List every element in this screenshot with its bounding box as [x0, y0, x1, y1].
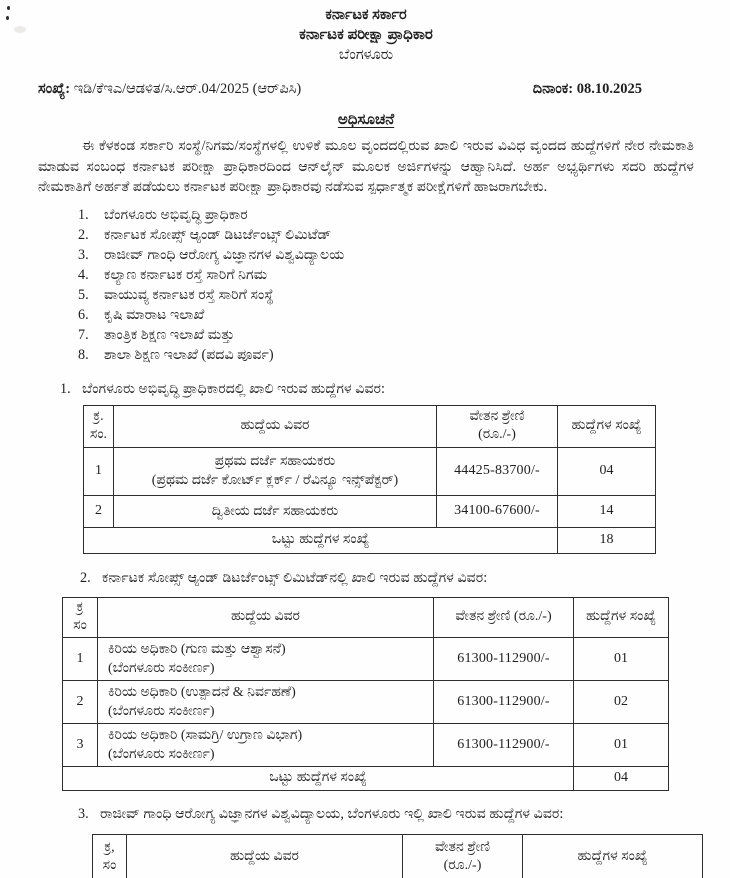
org-list-item [78, 285, 694, 305]
cell-post [114, 495, 437, 527]
org-number: 5. [78, 286, 89, 303]
column-post-count: ಹುದ್ದೆಗಳ ಸಂಖ್ಯೆ [523, 834, 703, 878]
reference-number-label: ಸಂಖ್ಯೆ: [38, 81, 71, 97]
section-title: ಬೆಂಗಳೂರು ಅಭಿವೃದ್ಧಿ ಪ್ರಾಧಿಕಾರದಲ್ಲಿ ಖಾಲಿ ಇರುವ ಹುದ್ದೆಗಳ ವಿವರ: [82, 380, 386, 397]
cell-post-count: 14 [558, 495, 656, 527]
post-line1: ಕಿರಿಯ ಅಧಿಕಾರಿ (ಉತ್ಪಾದನೆ & ನಿರ್ವಹಣೆ) [108, 684, 296, 700]
table-row [63, 723, 669, 766]
org-name: ವಾಯುವ್ಯ ಕರ್ನಾಟಕ ರಸ್ತೆ ಸಾರಿಗೆ ಸಂಸ್ಥೆ [104, 286, 274, 303]
post-line2: (ಬೆಂಗಳೂರು ಸಂಕೀರ್ಣ) [108, 703, 215, 719]
section-2-heading [80, 569, 694, 588]
column-serial-line1: ಕ್ರ. [93, 409, 104, 424]
reference-date [533, 81, 642, 98]
scan-artifact-dot [6, 16, 9, 20]
cell-post [114, 447, 437, 495]
column-pay-line1: ವೇತನ ಶ್ರೇಣಿ [434, 840, 491, 855]
org-number: 8. [78, 346, 89, 363]
column-pay-scale [403, 834, 523, 878]
cell-serial: 2 [84, 495, 114, 527]
column-pay-scale [437, 405, 558, 447]
post-line2: (ಪ್ರಥಮ ದರ್ಜೆ ಕೋರ್ಟ್ ಕ್ಲರ್ಕ್ / ರೆವಿನ್ಯೂ ಇನ್ಸ್‌ಪೆಕ್ಟರ್) [151, 473, 399, 488]
city-name: ಬೆಂಗಳೂರು [338, 47, 394, 63]
column-pay-line2: (ರೂ./-) [478, 427, 516, 442]
column-post-details: ಹುದ್ದೆಯ ವಿವರ [114, 405, 437, 447]
table-row [63, 680, 669, 723]
org-name: ತಾಂತ್ರಿಕ ಶಿಕ್ಷಣ ಇಲಾಖೆ ಮತ್ತು [104, 326, 235, 343]
org-name: ಕರ್ನಾಟಕ ಸೋಪ್ಸ್ ಆ್ಯಂಡ್ ಡಿಟರ್ಜೆಂಟ್ಸ್ ಲಿಮಿಟೆಡ್ [104, 226, 332, 243]
org-name: ಕೃಷಿ ಮಾರಾಟ ಇಲಾಖೆ [104, 306, 205, 323]
column-serial [63, 597, 98, 637]
vacancy-table-rguhs [92, 834, 703, 878]
column-serial [93, 834, 127, 878]
reference-number [38, 81, 301, 98]
total-value: 18 [558, 527, 656, 553]
column-serial [84, 405, 114, 447]
reference-line [38, 81, 694, 98]
intro-paragraph: ಈ ಕೆಳಕಂಡ ಸರ್ಕಾರಿ ಸಂಸ್ಥೆ/ನಿಗಮ/ಸಂಸ್ಥೆಗಳಲ್ಲಿ ಉಳಿಕೆ ಮೂಲ ವೃಂದದಲ್ಲಿರುವ ಖಾಲಿ ಇರುವ ವಿವಿಧ ವೃಂದದ ಹುದ್ದೆಗಳಿಗೆ ನೇರ ನೇಮಕಾತಿ ಮಾಡುವ ಸಂಬಂಧ ಕರ್ನಾಟಕ ಪರೀಕ್ಷಾ ಪ್ರಾಧಿಕಾರದಿಂದ ಆನ್‌ಲೈನ್ ಮೂಲಕ ಅರ್ಜಿಗಳನ್ನು ಆಹ್ವಾನಿಸಿದೆ. ಅರ್ಹ ಅಭ್ಯರ್ಥಿಗಳು ಸದರಿ ಹುದ್ದೆಗಳ ನೇಮಕಾತಿಗೆ ಅರ್ಹತೆ ಪಡೆಯಲು ಕರ್ನಾಟಕ ಪರೀಕ್ಷಾ ಪ್ರಾಧಿಕಾರವು ನಡೆಸುವ ಸ್ಪರ್ಧಾತ್ಮಕ ಪರೀಕ್ಷೆಗಳಿಗೆ ಹಾಜರಾಗಬೇಕು. [38, 138, 694, 195]
cell-pay-scale: 61300-112900/- [434, 637, 574, 680]
table-row [84, 495, 656, 527]
section-3-heading [78, 805, 694, 824]
total-value: 04 [574, 766, 669, 790]
section-1-heading [60, 380, 694, 399]
section-number: 2. [80, 569, 91, 586]
cell-post [98, 637, 434, 680]
column-pay-line1: ವೇತನ ಶ್ರೇಣಿ [469, 409, 525, 424]
org-name: ಶಾಲಾ ಶಿಕ್ಷಣ ಇಲಾಖೆ (ಪದವಿ ಪೂರ್ವ) [104, 346, 274, 363]
org-number: 2. [78, 226, 89, 243]
column-serial-line2: ಸಂ [102, 858, 117, 873]
date-label: ದಿನಾಂಕ: [532, 81, 574, 97]
column-serial-line2: ಸಂ [73, 618, 87, 633]
column-serial-line2: ಸಂ. [89, 427, 108, 442]
post-line1: ಪ್ರಥಮ ದರ್ಜೆ ಸಹಾಯಕರು [214, 454, 336, 469]
post-line1: ಕಿರಿಯ ಅಧಿಕಾರಿ (ಗುಣ ಮತ್ತು ಆಶ್ವಾಸನೆ) [108, 641, 286, 657]
cell-post-count: 02 [574, 680, 669, 723]
org-list-item [78, 345, 694, 365]
column-post-details: ಹುದ್ದೆಯ ವಿವರ [98, 597, 434, 637]
section-number: 3. [78, 805, 89, 822]
cell-post-count: 01 [574, 637, 669, 680]
table-total-row [84, 527, 656, 553]
notification-title: ಅಧಿಸೂಚನೆ [337, 112, 395, 128]
column-post-count: ಹುದ್ದೆಗಳ ಸಂಖ್ಯೆ [558, 405, 656, 447]
authority-title: ಕರ್ನಾಟಕ ಪರೀಕ್ಷಾ ಪ್ರಾಧಿಕಾರ [299, 27, 433, 43]
org-name: ಬೆಂಗಳೂರು ಅಭಿವೃದ್ಧಿ ಪ್ರಾಧಿಕಾರ [104, 206, 248, 223]
cell-serial: 1 [84, 447, 114, 495]
post-line1: ಕಿರಿಯ ಅಧಿಕಾರಿ (ಸಾಮಗ್ರಿ/ ಉಗ್ರಾಣ ವಿಭಾಗ) [108, 727, 303, 743]
organization-list [38, 205, 694, 365]
cell-post-count: 04 [558, 447, 656, 495]
cell-pay-scale: 61300-112900/- [434, 680, 574, 723]
total-label: ಒಟ್ಟು ಹುದ್ದೆಗಳ ಸಂಖ್ಯೆ [84, 527, 558, 553]
column-serial-line1: ಕ್ರ [76, 600, 84, 615]
org-list-item [78, 225, 694, 245]
table-row [84, 447, 656, 495]
section-title: ಕರ್ನಾಟಕ ಸೋಪ್ಸ್ ಆ್ಯಂಡ್ ಡಿಟರ್ಜೆಂಟ್ಸ್ ಲಿಮಿಟೆಡ್‌ನಲ್ಲಿ ಖಾಲಿ ಇರುವ ಹುದ್ದೆಗಳ ವಿವರ: [102, 569, 488, 586]
org-list-item [78, 245, 694, 265]
cell-post [98, 723, 434, 766]
section-number: 1. [60, 380, 71, 397]
table-header-row [93, 834, 703, 878]
cell-pay-scale: 61300-112900/- [434, 723, 574, 766]
cell-serial: 2 [63, 680, 98, 723]
cell-pay-scale: 34100-67600/- [437, 495, 558, 527]
table-header-row [84, 405, 656, 447]
org-list-item [78, 205, 694, 225]
org-list-item [78, 265, 694, 285]
total-label: ಒಟ್ಟು ಹುದ್ದೆಗಳ ಸಂಖ್ಯೆ [63, 766, 574, 790]
org-number: 1. [78, 206, 89, 223]
org-name: ಕಲ್ಯಾಣ ಕರ್ನಾಟಕ ರಸ್ತೆ ಸಾರಿಗೆ ನಿಗಮ [104, 266, 268, 283]
post-line2: (ಬೆಂಗಳೂರು ಸಂಕೀರ್ಣ) [108, 660, 215, 676]
column-pay-line2: (ರೂ./-) [443, 858, 482, 873]
table-header-row [63, 597, 669, 637]
scan-artifact-dot [7, 6, 10, 10]
org-number: 3. [78, 246, 89, 263]
vacancy-table-bda [83, 405, 656, 554]
cell-serial: 3 [63, 723, 98, 766]
post-line2: (ಬೆಂಗಳೂರು ಸಂಕೀರ್ಣ) [108, 746, 215, 762]
org-name: ರಾಜೀವ್ ಗಾಂಧಿ ಆರೋಗ್ಯ ವಿಜ್ಞಾನಗಳ ವಿಶ್ವವಿದ್ಯಾಲಯ [104, 246, 345, 263]
column-serial-line1: ಕ್ರ, [104, 840, 115, 855]
scan-artifact-smudge [14, 26, 26, 33]
vacancy-table-ksdl [62, 597, 669, 791]
date-value: 08.10.2025 [576, 81, 642, 97]
document-header [38, 5, 694, 65]
cell-post-count: 01 [574, 723, 669, 766]
reference-number-value: ಇಡಿ/ಕೆಇಎ/ಆಡಳಿತ/ಸಿ.ಆರ್.04/2025 (ಆರ್‌ಪಿಸಿ) [73, 81, 302, 97]
column-post-details: ಹುದ್ದೆಯ ವಿವರ [127, 834, 403, 878]
column-pay-scale: ವೇತನ ಶ್ರೇಣಿ (ರೂ./-) [434, 597, 574, 637]
org-list-item [78, 325, 694, 345]
table-row [63, 637, 669, 680]
org-number: 7. [78, 326, 89, 343]
post-line1: ದ್ವಿತೀಯ ದರ್ಜೆ ಸಹಾಯಕರು [211, 503, 339, 519]
cell-serial: 1 [63, 637, 98, 680]
section-title: ರಾಜೀವ್ ಗಾಂಧಿ ಆರೋಗ್ಯ ವಿಜ್ಞಾನಗಳ ವಿಶ್ವವಿದ್ಯಾಲಯ, ಬೆಂಗಳೂರು ಇಲ್ಲಿ ಖಾಲಿ ಇರುವ ಹುದ್ದೆಗಳ ವಿವರ: [100, 805, 564, 822]
government-title: ಕರ್ನಾಟಕ ಸರ್ಕಾರ [325, 7, 407, 23]
org-list-item [78, 305, 694, 325]
org-number: 6. [78, 306, 89, 323]
cell-pay-scale: 44425-83700/- [437, 447, 558, 495]
column-post-count: ಹುದ್ದೆಗಳ ಸಂಖ್ಯೆ [574, 597, 669, 637]
table-total-row [63, 766, 669, 790]
cell-post [98, 680, 434, 723]
org-number: 4. [78, 266, 89, 283]
